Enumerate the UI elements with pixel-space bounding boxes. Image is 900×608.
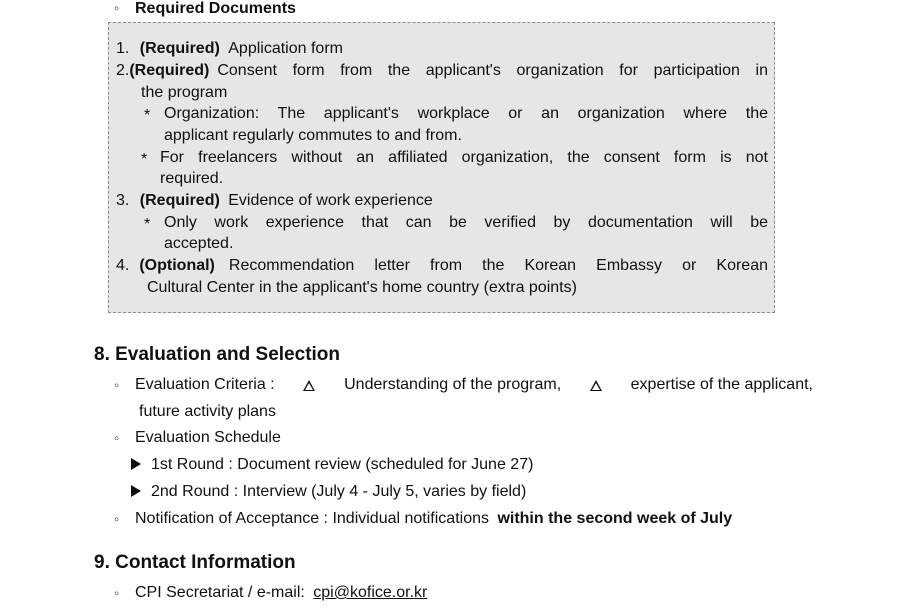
evaluation-criteria-line bbox=[135, 376, 813, 394]
criteria-label: Evaluation Criteria : bbox=[135, 376, 275, 393]
item-tag: (Optional) bbox=[139, 257, 215, 274]
notification-text: Notification of Acceptance : Individual notifications bbox=[135, 510, 489, 527]
play-arrow-icon bbox=[131, 485, 141, 497]
item-number: 4. bbox=[116, 257, 130, 274]
section-heading-evaluation: 8. Evaluation and Selection bbox=[94, 344, 341, 365]
bullet-marker: ◦ bbox=[114, 430, 120, 447]
required-item-2 bbox=[116, 62, 768, 80]
round-1-line bbox=[131, 456, 533, 474]
round-1-text: 1st Round : Document review (scheduled for June 27) bbox=[151, 456, 534, 473]
item-number: 3. bbox=[116, 192, 130, 209]
item-tag: (Required) bbox=[129, 62, 210, 79]
item-tag: (Required) bbox=[139, 192, 220, 209]
note-text-continued: applicant regularly commutes to and from. bbox=[164, 127, 462, 144]
evaluation-schedule-label: Evaluation Schedule bbox=[135, 429, 281, 446]
triangle-icon bbox=[590, 380, 602, 391]
note-text: For freelancers without an affiliated organization, the consent form is not bbox=[160, 149, 768, 166]
item-text: Application form bbox=[228, 40, 343, 57]
bullet-marker: ◦ bbox=[114, 377, 120, 394]
contact-text: CPI Secretariat / e-mail: bbox=[135, 584, 305, 601]
note-text-continued: accepted. bbox=[164, 235, 234, 252]
bullet-marker: ◦ bbox=[114, 511, 120, 528]
required-item-4 bbox=[116, 257, 768, 275]
bullet-marker: ◦ bbox=[114, 585, 120, 602]
required-item-1 bbox=[116, 40, 343, 58]
item-text: Evidence of work experience bbox=[228, 192, 433, 209]
round-2-text: 2nd Round : Interview (July 4 - July 5, varies by field) bbox=[151, 483, 527, 500]
section-heading-contact: 9. Contact Information bbox=[94, 552, 296, 573]
notification-line bbox=[135, 510, 732, 528]
note-text-continued: required. bbox=[160, 170, 224, 187]
email-link[interactable]: cpi@kofice.or.kr bbox=[313, 584, 428, 601]
item-number: 1. bbox=[116, 40, 130, 57]
note-star: * bbox=[144, 107, 151, 124]
criteria-item: Understanding of the program, bbox=[344, 376, 562, 393]
required-item-3 bbox=[116, 192, 433, 210]
item-text-continued: the program bbox=[141, 84, 228, 101]
required-documents-box bbox=[108, 22, 775, 313]
criteria-continued: future activity plans bbox=[139, 403, 276, 420]
bullet-marker: ◦ bbox=[114, 0, 120, 17]
play-arrow-icon bbox=[131, 458, 141, 470]
note-star: * bbox=[141, 151, 148, 168]
note-star: * bbox=[144, 216, 151, 233]
item-text-continued: Cultural Center in the applicant's home country (extra points) bbox=[147, 279, 577, 296]
notification-emphasis: within the second week of July bbox=[497, 510, 733, 527]
item-text: Consent form from the applicant's organization for participation in bbox=[217, 62, 768, 79]
criteria-item: expertise of the applicant, bbox=[630, 376, 813, 393]
note-text: Organization: The applicant's workplace or an organization where the bbox=[164, 105, 768, 122]
item-tag: (Required) bbox=[139, 40, 220, 57]
item-text: Recommendation letter from the Korean Embassy or Korean bbox=[228, 257, 768, 274]
round-2-line bbox=[131, 483, 526, 501]
item-number: 2. bbox=[116, 62, 130, 79]
contact-line bbox=[135, 584, 427, 602]
required-documents-heading: Required Documents bbox=[135, 0, 296, 17]
note-text: Only work experience that can be verified by documentation will be bbox=[164, 214, 768, 231]
triangle-icon bbox=[303, 380, 315, 391]
